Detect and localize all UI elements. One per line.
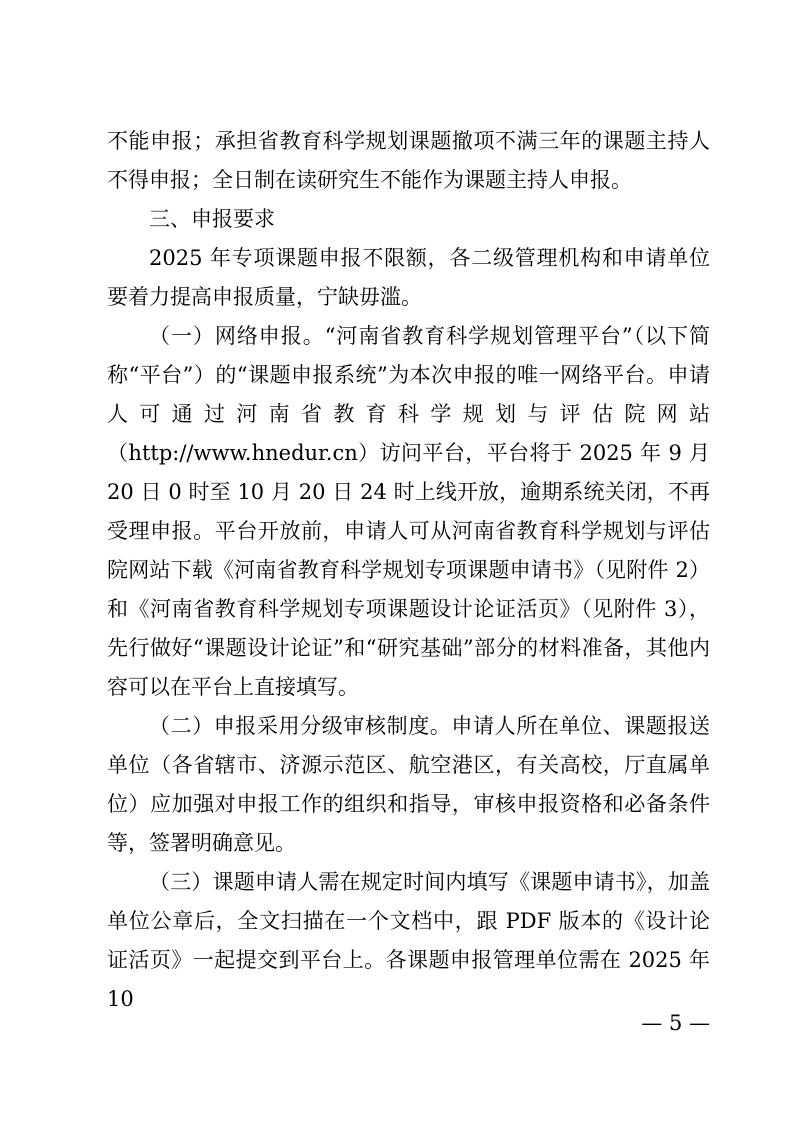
section-heading-application-requirements: 三、申报要求 [149,207,275,231]
paragraph-submission: （三）课题申请人需在规定时间内填写《课题申请书》，加盖单位公章后，全文扫描在一个文档中，跟 PDF 版本的《设计论证活页》一起提交到平台上。各课题申报管理单位需在 2025 年 10 [107,870,710,1011]
paragraph-eligibility-continued: 不能申报；承担省教育科学规划课题撤项不满三年的课题主持人不得申报；全日制在读研究生不能作为课题主持人申报。 [107,129,710,192]
paragraph-quota: 2025 年专项课题申报不限额，各二级管理机构和申请单位要着力提高申报质量，宁缺毋滥。 [107,246,710,309]
document-body [107,122,710,1019]
paragraph-tiered-review: （二）申报采用分级审核制度。申请人所在单位、课题报送单位（各省辖市、济源示范区、航空港区，有关高校，厅直属单位）应加强对申报工作的组织和指导，审核申报资格和必备条件等，签署明确意见。 [107,714,710,855]
paragraph-online-application: （一）网络申报。“河南省教育科学规划管理平台”（以下简称“平台”）的“课题申报系统”为本次申报的唯一网络平台。申请人可通过河南省教育科学规划与评估院网站（http://www.hnedur.cn）访问平台，平台将于 2025 年 9 月 20 日 0 时至 10 月 20 日 24 时上线开放，逾期系统关闭，不再受理申报。平台开放前，申请人可从河南省教育科学规划与评估院网站下载《河南省教育科学规划专项课题申请书》（见附件 2）和《河南省教育科学规划专项课题设计论证活页》（见附件 3），先行做好“课题设计论证”和“研究基础”部分的材料准备，其他内容可以在平台上直接填写。 [107,324,710,699]
page-number: — 5 — [641,1011,710,1035]
